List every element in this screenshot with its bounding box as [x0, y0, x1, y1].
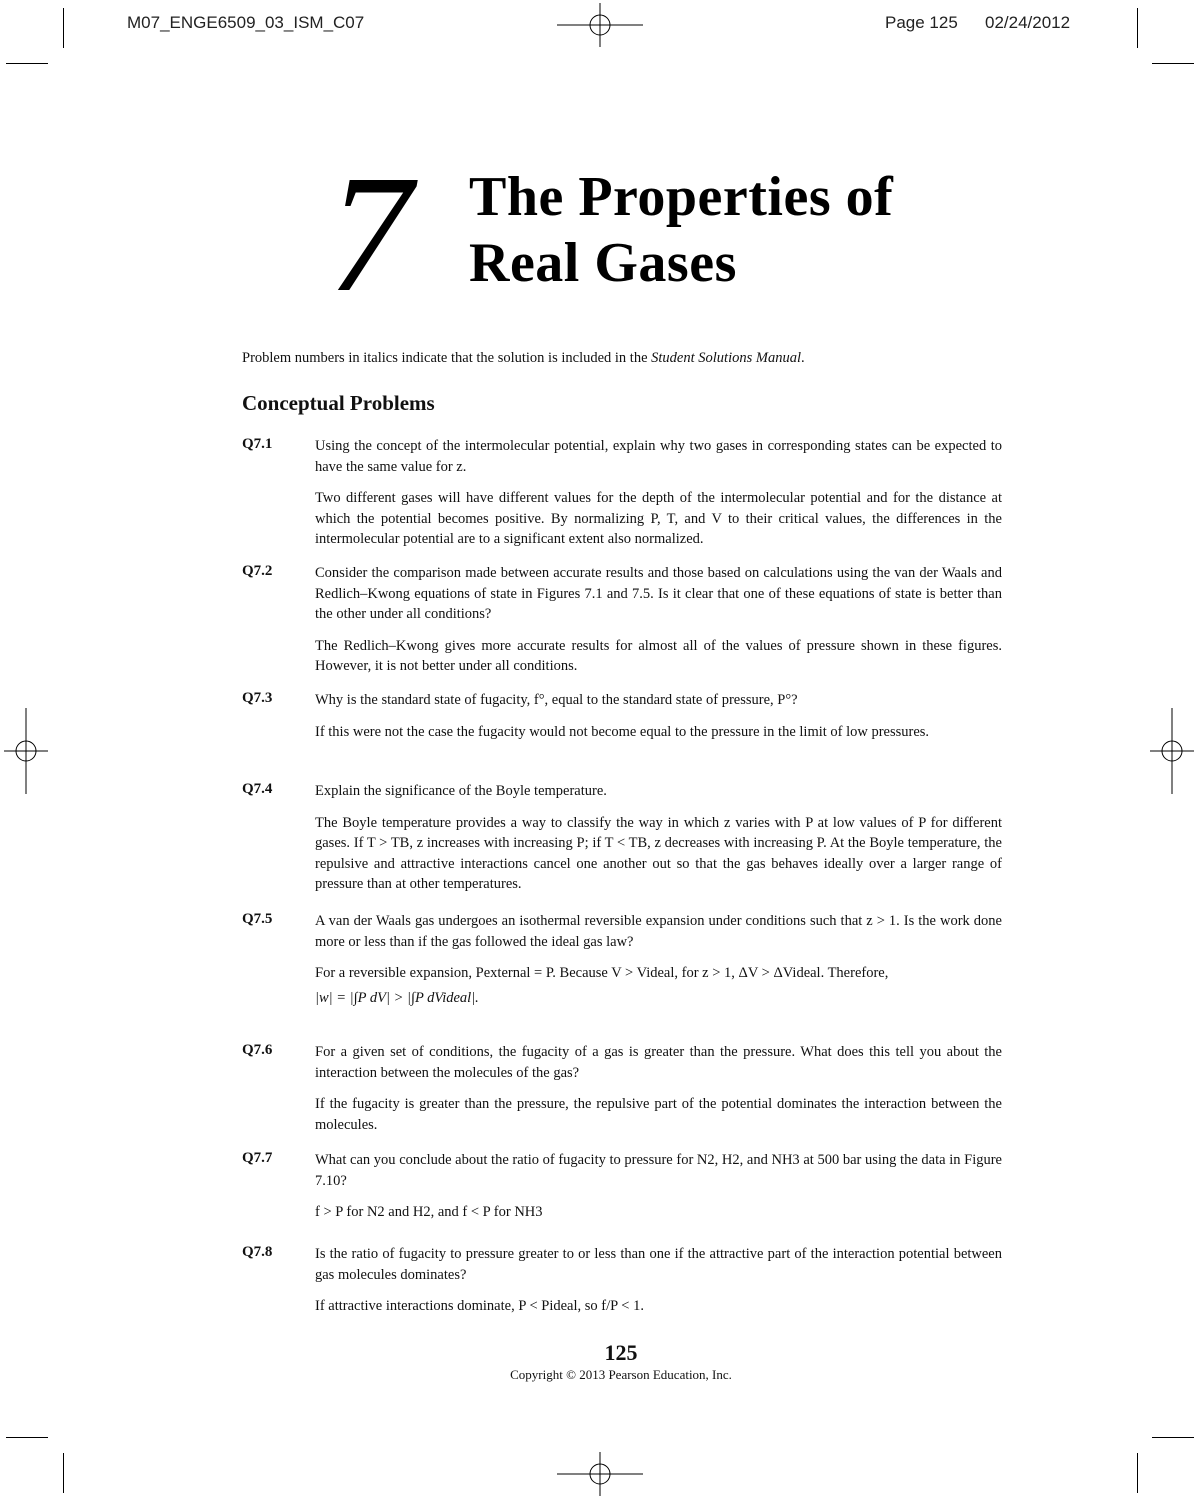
crop-mark-bl-v — [63, 1453, 64, 1493]
problem-answer: For a reversible expansion, Pexternal = P. Because V > Videal, for z > 1, ΔV > ΔVideal. Therefore, — [315, 965, 889, 981]
problem-q7-2 — [242, 563, 1002, 677]
problem-number: Q7.7 — [242, 1150, 273, 1166]
problem-question: Why is the standard state of fugacity, f°, equal to the standard state of pressure, P°? — [315, 692, 798, 708]
intro-text: Problem numbers in italics indicate that the solution is included in the — [242, 350, 652, 366]
problem-question: Consider the comparison made between accurate results and those based on calculations using the van der Waals and Redlich–Kwong equations of state in Figures 7.1 and 7.5. Is it clear that one of these equations of state is better than the other under all conditions? — [315, 565, 1002, 622]
chapter-title-line1: The Properties of — [469, 166, 894, 228]
page-number: 125 — [604, 1340, 638, 1365]
problem-q7-3 — [242, 690, 1002, 742]
page-label: Page 125 — [885, 13, 958, 32]
problem-q7-4 — [242, 781, 1002, 895]
problem-answer: f > P for N2 and H2, and f < P for NH3 — [315, 1204, 543, 1220]
registration-mark-top-icon — [557, 3, 643, 47]
crop-mark-tl-v — [63, 8, 64, 48]
chapter-number: 7 — [328, 141, 412, 327]
problem-question: What can you conclude about the ratio of fugacity to pressure for N2, H2, and NH3 at 500 bar using the data in Figure 7.10? — [315, 1152, 1002, 1189]
crop-mark-br-h — [1152, 1437, 1194, 1438]
problem-answer: The Redlich–Kwong gives more accurate results for almost all of the values of pressure shown in these figures. However, it is not better under all conditions. — [315, 637, 1002, 674]
intro-note — [242, 350, 805, 367]
crop-mark-tr-v — [1137, 8, 1138, 48]
problem-number: Q7.1 — [242, 436, 273, 452]
problem-number: Q7.3 — [242, 690, 273, 706]
crop-mark-br-v — [1137, 1453, 1138, 1493]
problem-q7-7 — [242, 1150, 1002, 1223]
problem-q7-6 — [242, 1042, 1002, 1135]
problem-q7-5 — [242, 911, 1002, 1008]
problem-question: Explain the significance of the Boyle temperature. — [315, 783, 607, 799]
crop-mark-tr-h — [1152, 63, 1194, 64]
registration-mark-left-icon — [4, 708, 48, 794]
problem-answer: If this were not the case the fugacity would not become equal to the pressure in the limit of low pressures. — [315, 723, 930, 740]
problem-question: A van der Waals gas undergoes an isothermal reversible expansion under conditions such that z > 1. Is the work done more or less than if the gas followed the ideal gas law? — [315, 913, 1002, 950]
problem-question: For a given set of conditions, the fugacity of a gas is greater than the pressure. What does this tell you about the interaction between the molecules of the gas? — [315, 1044, 1002, 1081]
problem-number: Q7.2 — [242, 563, 273, 579]
section-title: Conceptual Problems — [242, 391, 435, 415]
problem-answer-formula: |w| = |∫P dV| > |∫P dVideal|. — [315, 989, 479, 1006]
problem-question: Using the concept of the intermolecular potential, explain why two gases in corresponding states can be expected to have the same value for z. — [315, 438, 1002, 475]
date-label: 02/24/2012 — [985, 13, 1071, 32]
chapter-title — [469, 164, 893, 296]
problem-number: Q7.5 — [242, 911, 273, 927]
crop-mark-tl-h — [6, 63, 48, 64]
problem-number: Q7.4 — [242, 781, 273, 797]
problem-q7-8 — [242, 1244, 1002, 1317]
crop-mark-bl-h — [6, 1437, 48, 1438]
chapter-title-line2: Real Gases — [469, 232, 737, 294]
copyright: Copyright © 2013 Pearson Education, Inc. — [510, 1367, 732, 1382]
problem-answer: If the fugacity is greater than the pressure, the repulsive part of the potential dominates the interaction between the molecules. — [315, 1096, 1002, 1133]
problem-q7-1 — [242, 436, 1002, 550]
problem-answer: The Boyle temperature provides a way to classify the way in which z varies with P at low values of P for different gases. If T > TB, z increases with increasing P; if T < TB, z decreases with increasing P. At the Boyle temperature, the repulsive and attractive interactions cancel one another out so that the gas behaves ideally over a larger range of pressure than at other temperatures. — [315, 814, 1002, 892]
problem-answer: If attractive interactions dominate, P < Pideal, so f/P < 1. — [315, 1298, 644, 1314]
problem-question: Is the ratio of fugacity to pressure greater to or less than one if the attractive part of the interaction potential between gas molecules dominates? — [315, 1246, 1002, 1283]
registration-mark-bottom-icon — [557, 1452, 643, 1496]
intro-end: . — [801, 350, 805, 366]
registration-mark-right-icon — [1150, 708, 1194, 794]
manual-title: Student Solutions Manual — [651, 350, 801, 366]
problem-number: Q7.6 — [242, 1042, 273, 1058]
problem-answer: Two different gases will have different values for the depth of the intermolecular potential and for the distance at which the potential becomes positive. By normalizing P, T, and V to their critical values, the differences in the intermolecular potential are to a significant extent also normalized. — [315, 490, 1002, 547]
problem-number: Q7.8 — [242, 1244, 273, 1260]
file-label: M07_ENGE6509_03_ISM_C07 — [127, 13, 365, 32]
